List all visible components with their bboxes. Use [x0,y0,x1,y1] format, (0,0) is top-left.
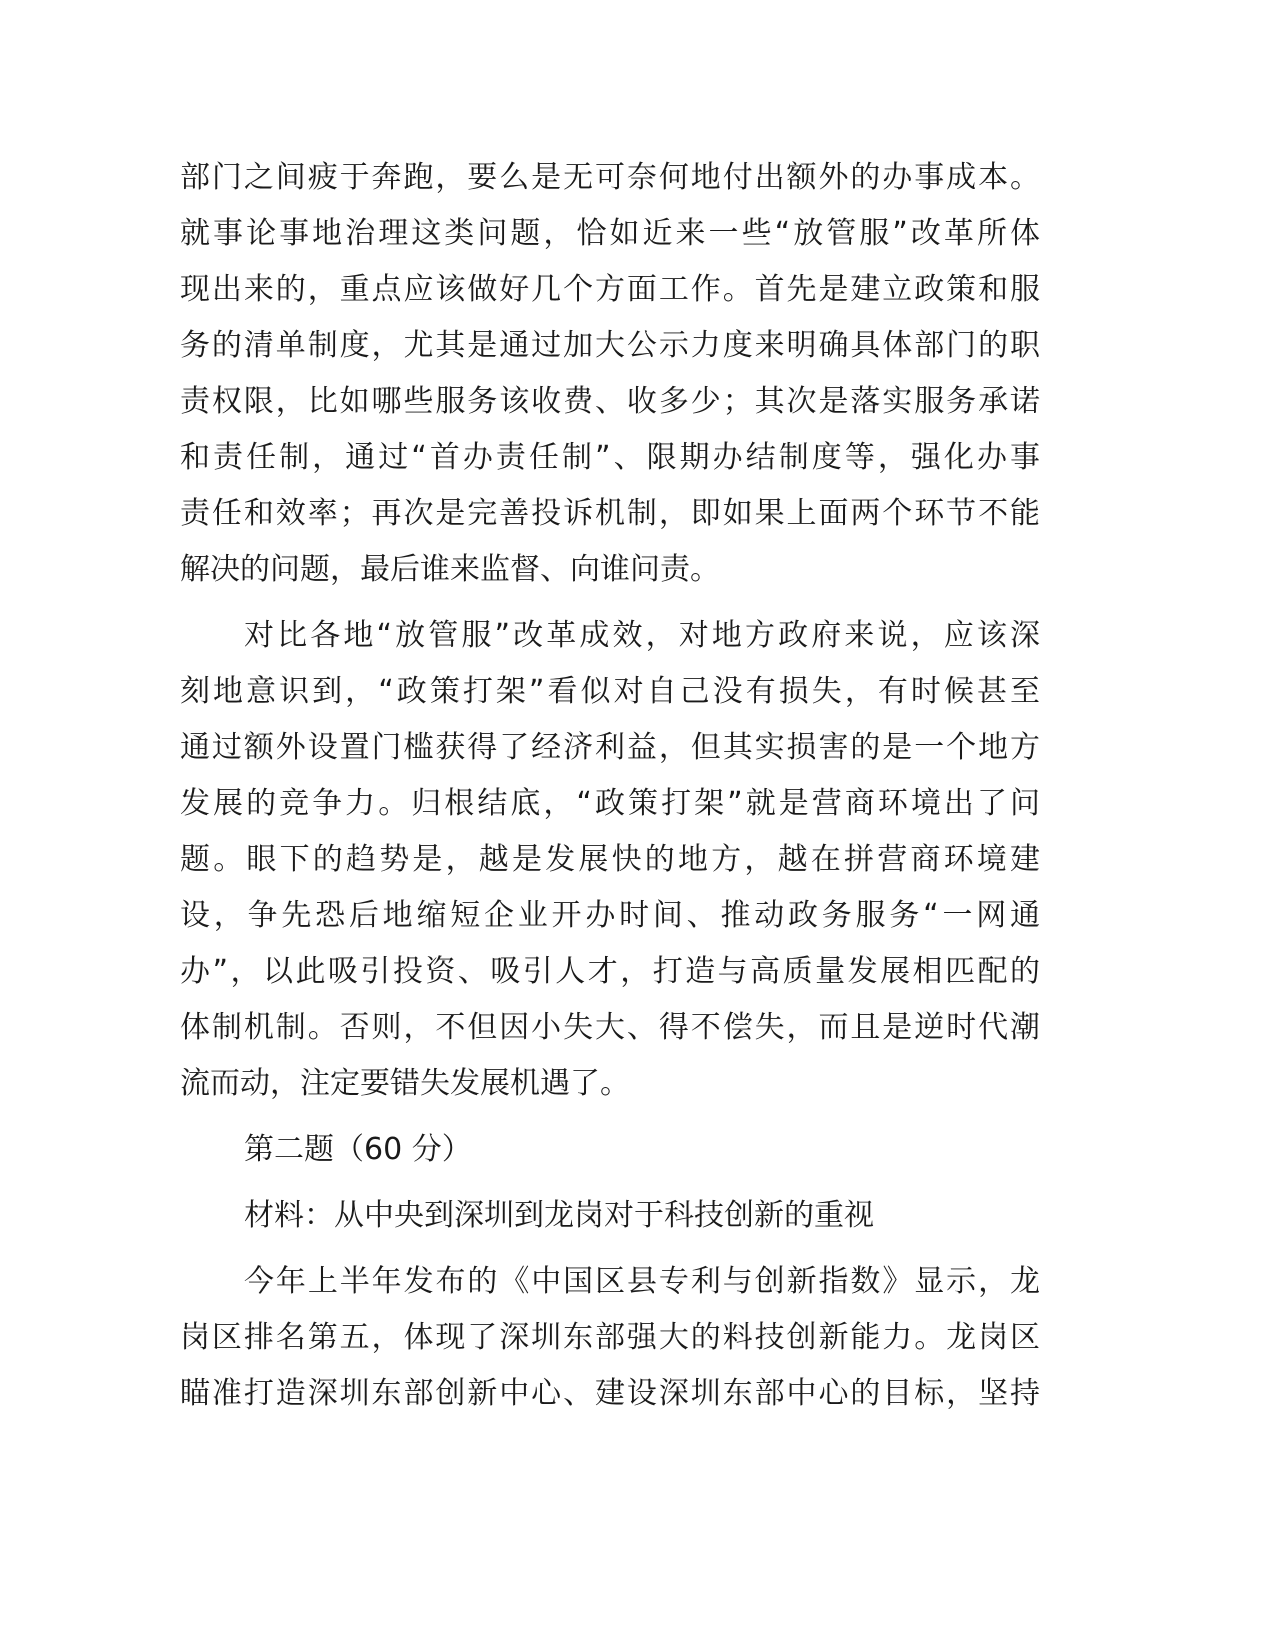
material-title: 材料：从中央到深圳到龙岗对于科技创新的重视 [244,1198,874,1233]
paragraph-gap [180,1112,1040,1122]
text-line: 现出来的，重点应该做好几个方面工作。首先是建立政策和服 [180,272,1040,307]
paragraph-1 [180,150,1040,598]
text-line: 责权限，比如哪些服务该收费、收多少；其次是落实服务承诺 [180,384,1040,419]
text-line: 瞄准打造深圳东部创新中心、建设深圳东部中心的目标，坚持 [180,1376,1040,1411]
text-line: 解决的问题，最后谁来监督、向谁问责。 [180,552,720,587]
text-line: 就事论事地治理这类问题，恰如近来一些“放管服”改革所体 [180,216,1040,251]
text-line: 部门之间疲于奔跑，要么是无可奈何地付出额外的办事成本。 [180,160,1040,195]
text-line: 办”，以此吸引投资、吸引人才，打造与高质量发展相匹配的 [180,954,1040,989]
text-line: 流而动，注定要错失发展机遇了。 [180,1066,630,1101]
paragraph-3 [180,1254,1040,1422]
text-line: 设，争先恐后地缩短企业开办时间、推动政务服务“一网通 [180,898,1040,933]
text-line: 对比各地“放管服”改革成效，对地方政府来说，应该深 [244,618,1040,653]
text-line: 刻地意识到，“政策打架”看似对自己没有损失，有时候甚至 [180,674,1040,709]
text-line: 岗区排名第五，体现了深圳东部强大的料技创新能力。龙岗区 [180,1320,1040,1355]
text-line: 和责任制，通过“首办责任制”、限期办结制度等，强化办事 [180,440,1040,475]
paragraph-gap [180,1244,1040,1254]
text-line: 题。眼下的趋势是，越是发展快的地方，越在拼营商环境建 [180,842,1040,877]
paragraph-gap [180,598,1040,608]
question-heading: 第二题（60 分） [244,1132,472,1167]
text-line: 责任和效率；再次是完善投诉机制，即如果上面两个环节不能 [180,496,1040,531]
paragraph-2 [180,608,1040,1112]
text-line: 今年上半年发布的《中国区县专利与创新指数》显示，龙 [244,1264,1040,1299]
text-line: 体制机制。否则，不但因小失大、得不偿失，而且是逆时代潮 [180,1010,1040,1045]
text-line: 发展的竞争力。归根结底，“政策打架”就是营商环境出了问 [180,786,1040,821]
paragraph-gap [180,1178,1040,1188]
text-line: 务的清单制度，尤其是通过加大公示力度来明确具体部门的职 [180,328,1040,363]
document-body [180,150,1040,1422]
text-line: 通过额外设置门槛获得了经济利益，但其实损害的是一个地方 [180,730,1040,765]
